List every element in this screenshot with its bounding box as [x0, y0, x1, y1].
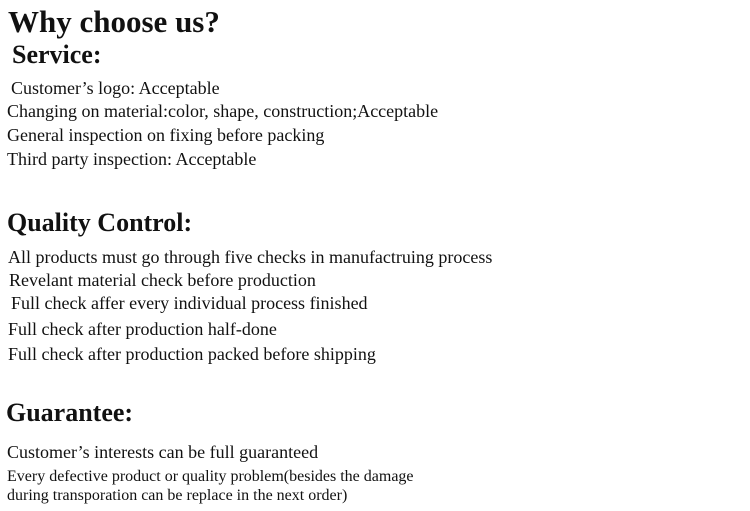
guarantee-item-replacement: during transporation can be replace in the next order) — [7, 487, 348, 504]
guarantee-heading: Guarantee: — [6, 398, 134, 427]
service-item-third-party: Third party inspection: Acceptable — [7, 149, 257, 169]
quality-item-packed: Full check after production packed before shipping — [8, 344, 376, 364]
service-item-inspection: General inspection on fixing before packing — [7, 125, 325, 145]
quality-item-half-done: Full check after production half-done — [8, 319, 277, 339]
quality-item-material-check: Revelant material check before production — [9, 270, 316, 290]
service-item-material: Changing on material:color, shape, construction;Acceptable — [7, 101, 439, 121]
page-title: Why choose us? — [8, 4, 220, 39]
guarantee-item-interests: Customer’s interests can be full guaranteed — [7, 442, 319, 462]
service-heading: Service: — [12, 40, 102, 69]
guarantee-item-defective: Every defective product or quality problem(besides the damage — [7, 468, 414, 485]
quality-control-heading: Quality Control: — [7, 208, 193, 237]
quality-item-process-check: Full check affer every individual process finished — [11, 293, 368, 313]
quality-item-five-checks: All products must go through five checks in manufactruing process — [8, 247, 493, 267]
service-item-logo: Customer’s logo: Acceptable — [11, 78, 220, 98]
